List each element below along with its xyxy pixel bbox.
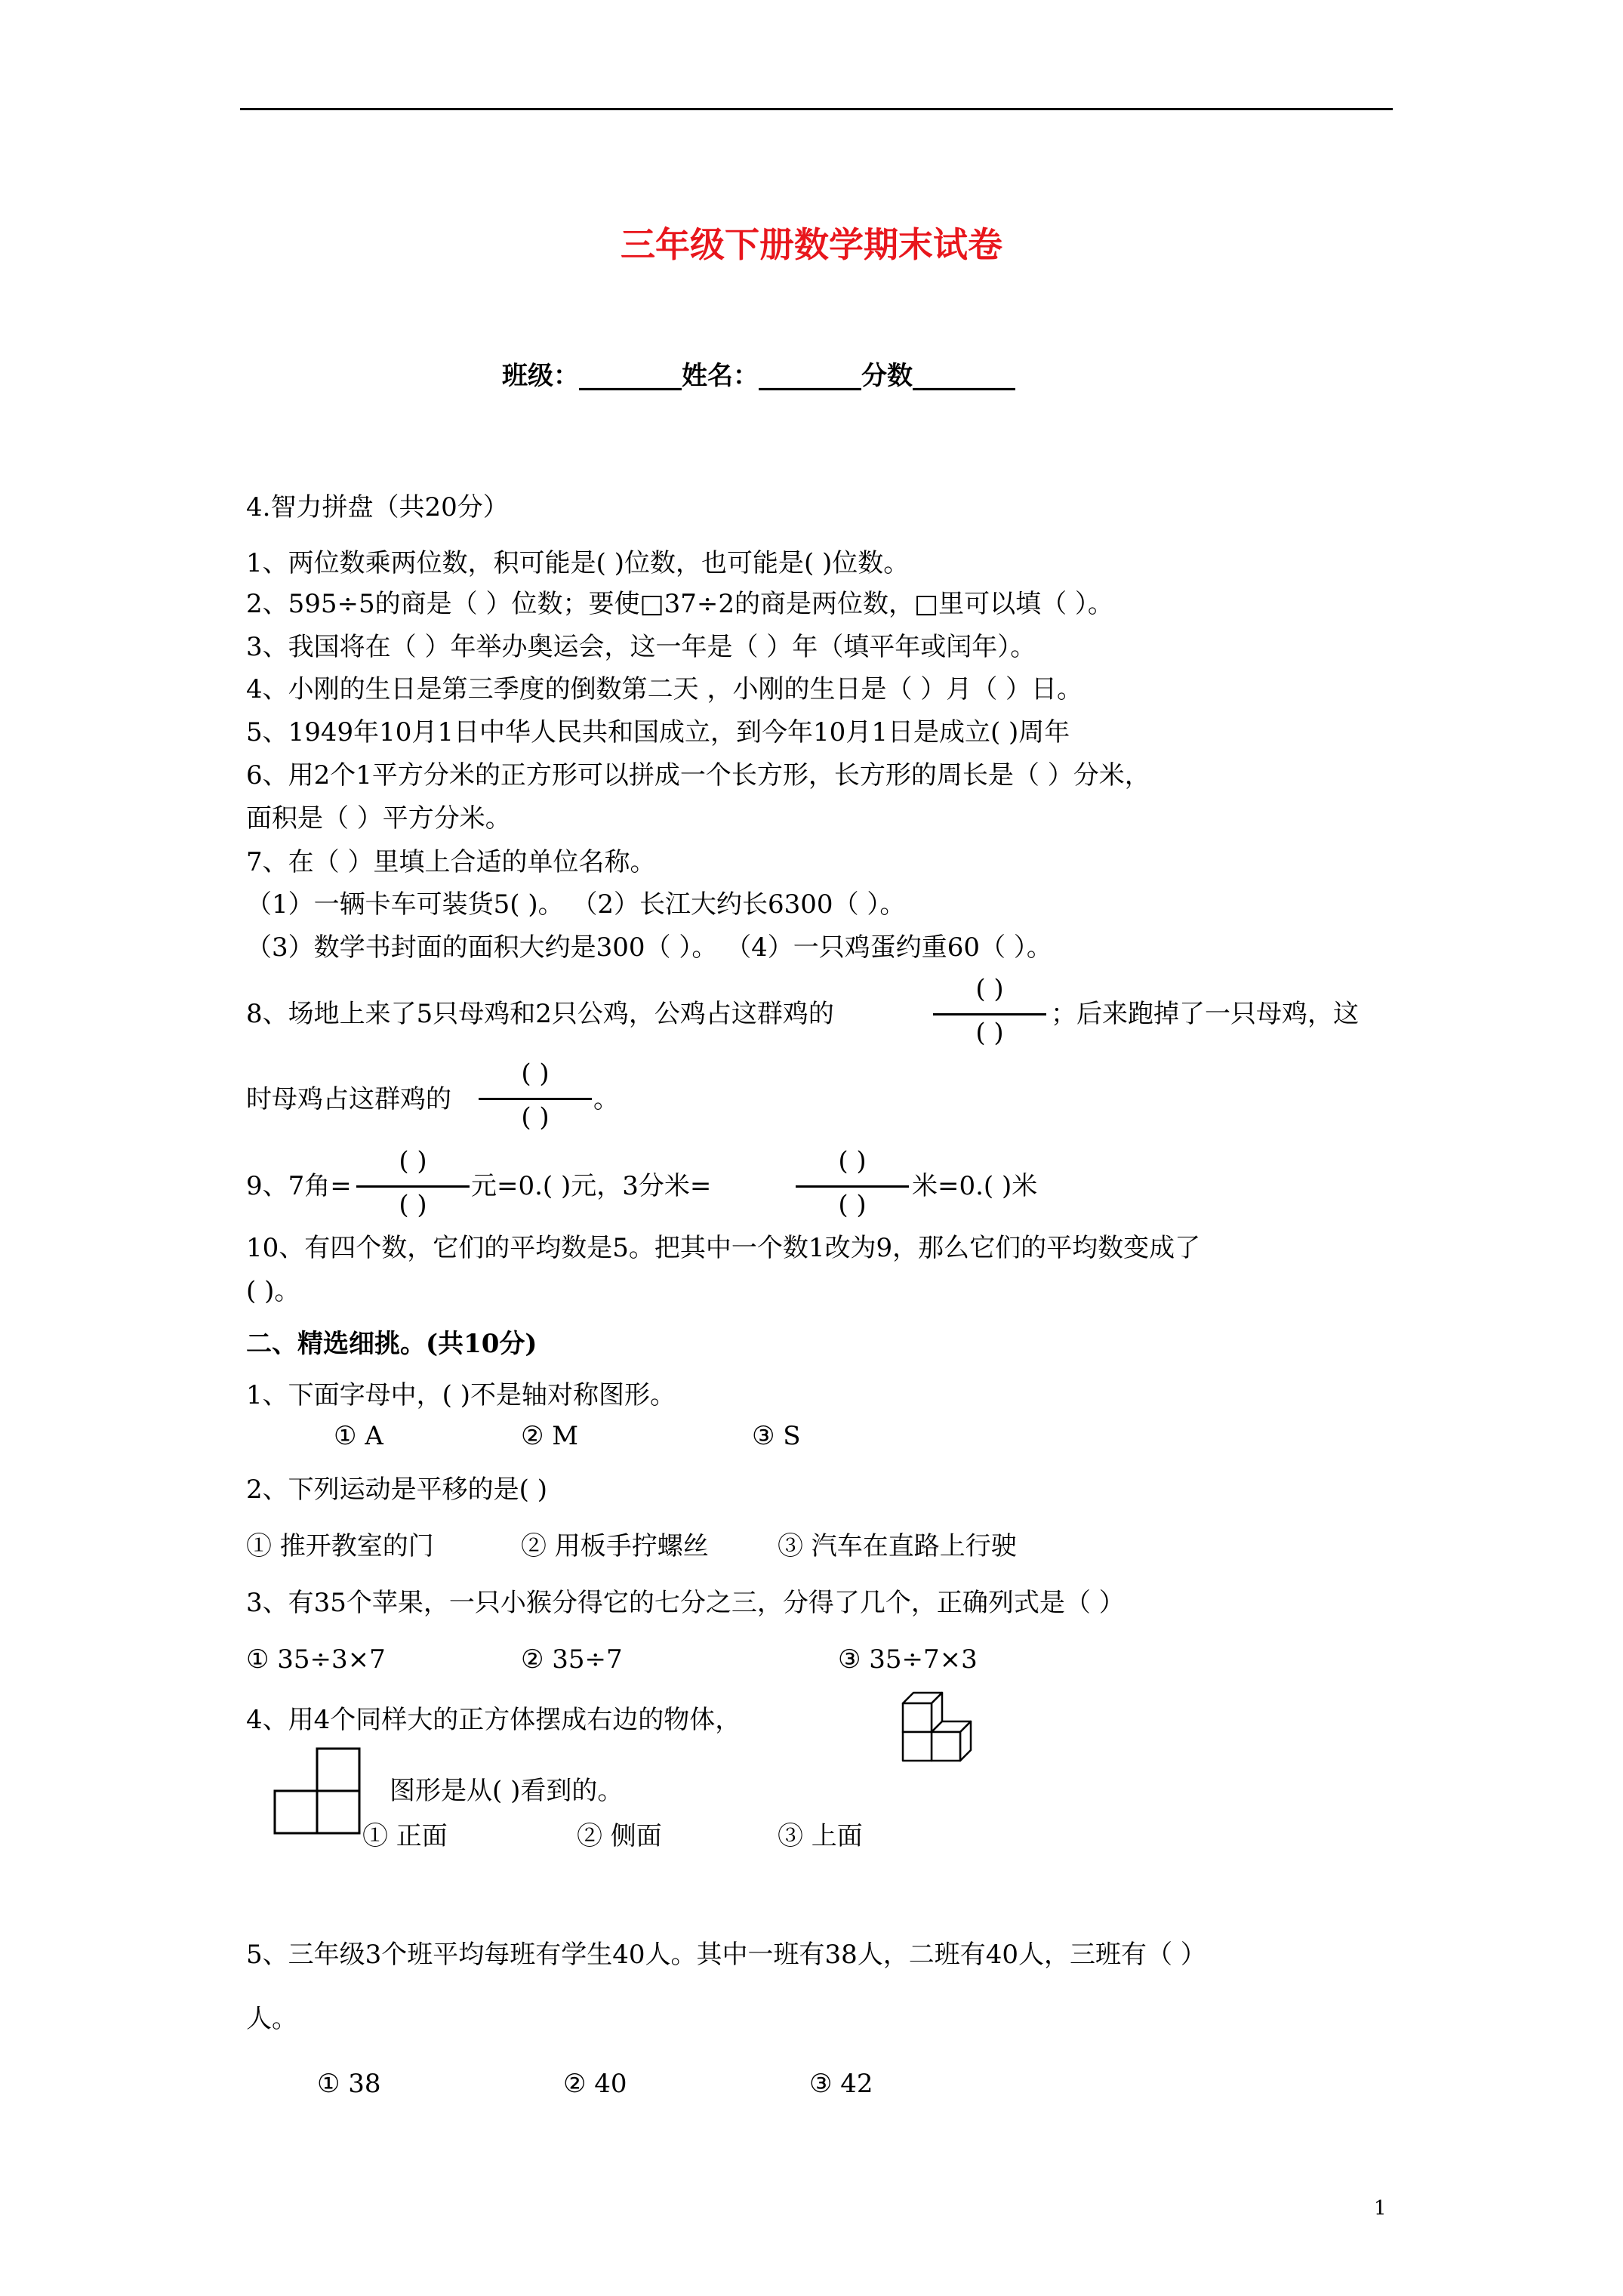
question-1-6-line1: 6、用2个1平方分米的正方形可以拼成一个长方形，长方形的周长是（ ）分米， — [246, 760, 1150, 791]
view-figure — [273, 1747, 364, 1836]
question-1-3: 3、我国将在（ ）年举办奥运会，这一年是（ ）年（填平年或闰年）。 — [246, 632, 1036, 662]
question-2-3-option-1: ① 35÷3×7 — [246, 1644, 386, 1675]
question-1-8-part4: 。 — [593, 1084, 619, 1114]
question-2-2-option-2: ② 用板手拧螺丝 — [521, 1531, 709, 1561]
question-2-4: 4、用4个同样大的正方体摆成右边的物体， — [246, 1705, 741, 1735]
question-1-5: 5、1949年10月1日中华人民共和国成立，到今年10月1日是成立( )周年 — [246, 717, 1070, 747]
question-1-7: 7、在（ ）里填上合适的单位名称。 — [246, 847, 656, 877]
page-number: 1 — [1374, 2197, 1387, 2220]
section-2-heading: 二、精选细挑。(共10分) — [246, 1329, 537, 1359]
question-1-9-part3: 米=0.( )米 — [912, 1171, 1038, 1201]
question-1-8-part2: ；后来跑掉了一只母鸡，这 — [1051, 999, 1359, 1029]
question-2-3-option-3: ③ 35÷7×3 — [838, 1644, 978, 1675]
question-2-1: 1、下面字母中，( )不是轴对称图形。 — [246, 1380, 676, 1410]
question-2-4-option-2: ② 侧面 — [577, 1821, 662, 1851]
question-1-1: 1、两位数乘两位数，积可能是( )位数，也可能是( )位数。 — [246, 548, 910, 578]
question-1-8-part1: 8、场地上来了5只母鸡和2只公鸡，公鸡占这群鸡的 — [246, 999, 834, 1029]
question-2-1-option-1: ① A — [334, 1421, 383, 1451]
question-1-10-line1: 10、有四个数，它们的平均数是5。把其中一个数1改为9，那么它们的平均数变成了 — [246, 1233, 1201, 1263]
question-1-9-part2: 元=0.( )元，3分米= — [471, 1171, 712, 1201]
fraction-bar — [356, 1185, 470, 1188]
fraction-bar — [796, 1185, 909, 1188]
question-1-10-line2: ( )。 — [246, 1276, 300, 1306]
fraction-numerator-blank: ( ) — [838, 1146, 867, 1176]
question-2-4-option-1: ① 正面 — [362, 1821, 448, 1851]
question-1-4: 4、小刚的生日是第三季度的倒数第二天 ，小刚的生日是（ ）月（ ）日。 — [246, 674, 1083, 704]
question-2-3: 3、有35个苹果，一只小猴分得它的七分之三，分得了几个，正确列式是（ ） — [246, 1588, 1125, 1618]
section-1-heading: 4.智力拼盘（共20分） — [246, 492, 509, 522]
cube-stack-figure — [894, 1688, 999, 1779]
student-info-line: 班级：________姓名：________分数________ — [502, 361, 1015, 391]
fraction-bar — [933, 1013, 1046, 1015]
question-2-4-line2: 图形是从( )看到的。 — [390, 1776, 624, 1806]
question-1-6-line2: 面积是（ ）平方分米。 — [246, 803, 511, 834]
header-rule — [240, 108, 1393, 110]
fraction-denominator-blank: ( ) — [399, 1190, 427, 1220]
question-1-7-a: （1）一辆卡车可装货5( )。 （2）长江大约长6300（ ）。 — [246, 889, 906, 920]
question-2-1-option-2: ② M — [521, 1421, 579, 1451]
question-2-3-option-2: ② 35÷7 — [521, 1644, 623, 1675]
question-2-2: 2、下列运动是平移的是( ) — [246, 1475, 547, 1505]
question-1-7-b: （3）数学书封面的面积大约是300（ ）。 （4）一只鸡蛋约重60（ ）。 — [246, 932, 1052, 963]
question-2-2-option-1: ① 推开教室的门 — [246, 1531, 434, 1561]
fraction-numerator-blank: ( ) — [521, 1059, 550, 1089]
question-2-4-option-3: ③ 上面 — [778, 1821, 863, 1851]
question-2-5-option-1: ① 38 — [317, 2069, 381, 2099]
fraction-denominator-blank: ( ) — [975, 1018, 1004, 1048]
question-1-8-part3: 时母鸡占这群鸡的 — [246, 1084, 451, 1114]
fraction-denominator-blank: ( ) — [838, 1190, 867, 1220]
question-2-5-line1: 5、三年级3个班平均每班有学生40人。其中一班有38人，二班有40人，三班有（ ） — [246, 1940, 1206, 1970]
fraction-numerator-blank: ( ) — [399, 1146, 427, 1176]
question-2-2-option-3: ③ 汽车在直路上行驶 — [778, 1531, 1017, 1561]
page-title: 三年级下册数学期末试卷 — [621, 224, 1002, 265]
fraction-numerator-blank: ( ) — [975, 974, 1004, 1004]
question-2-5-option-2: ② 40 — [563, 2069, 627, 2099]
question-2-5-option-3: ③ 42 — [809, 2069, 873, 2099]
fraction-bar — [479, 1098, 592, 1100]
question-2-5-line2: 人。 — [246, 2004, 297, 2034]
fraction-denominator-blank: ( ) — [521, 1102, 550, 1133]
question-1-2: 2、595÷5的商是（ ）位数；要使□37÷2的商是两位数，□里可以填（ ）。 — [246, 589, 1113, 619]
question-2-1-option-3: ③ S — [752, 1421, 801, 1451]
question-1-9-part1: 9、7角= — [246, 1171, 352, 1201]
